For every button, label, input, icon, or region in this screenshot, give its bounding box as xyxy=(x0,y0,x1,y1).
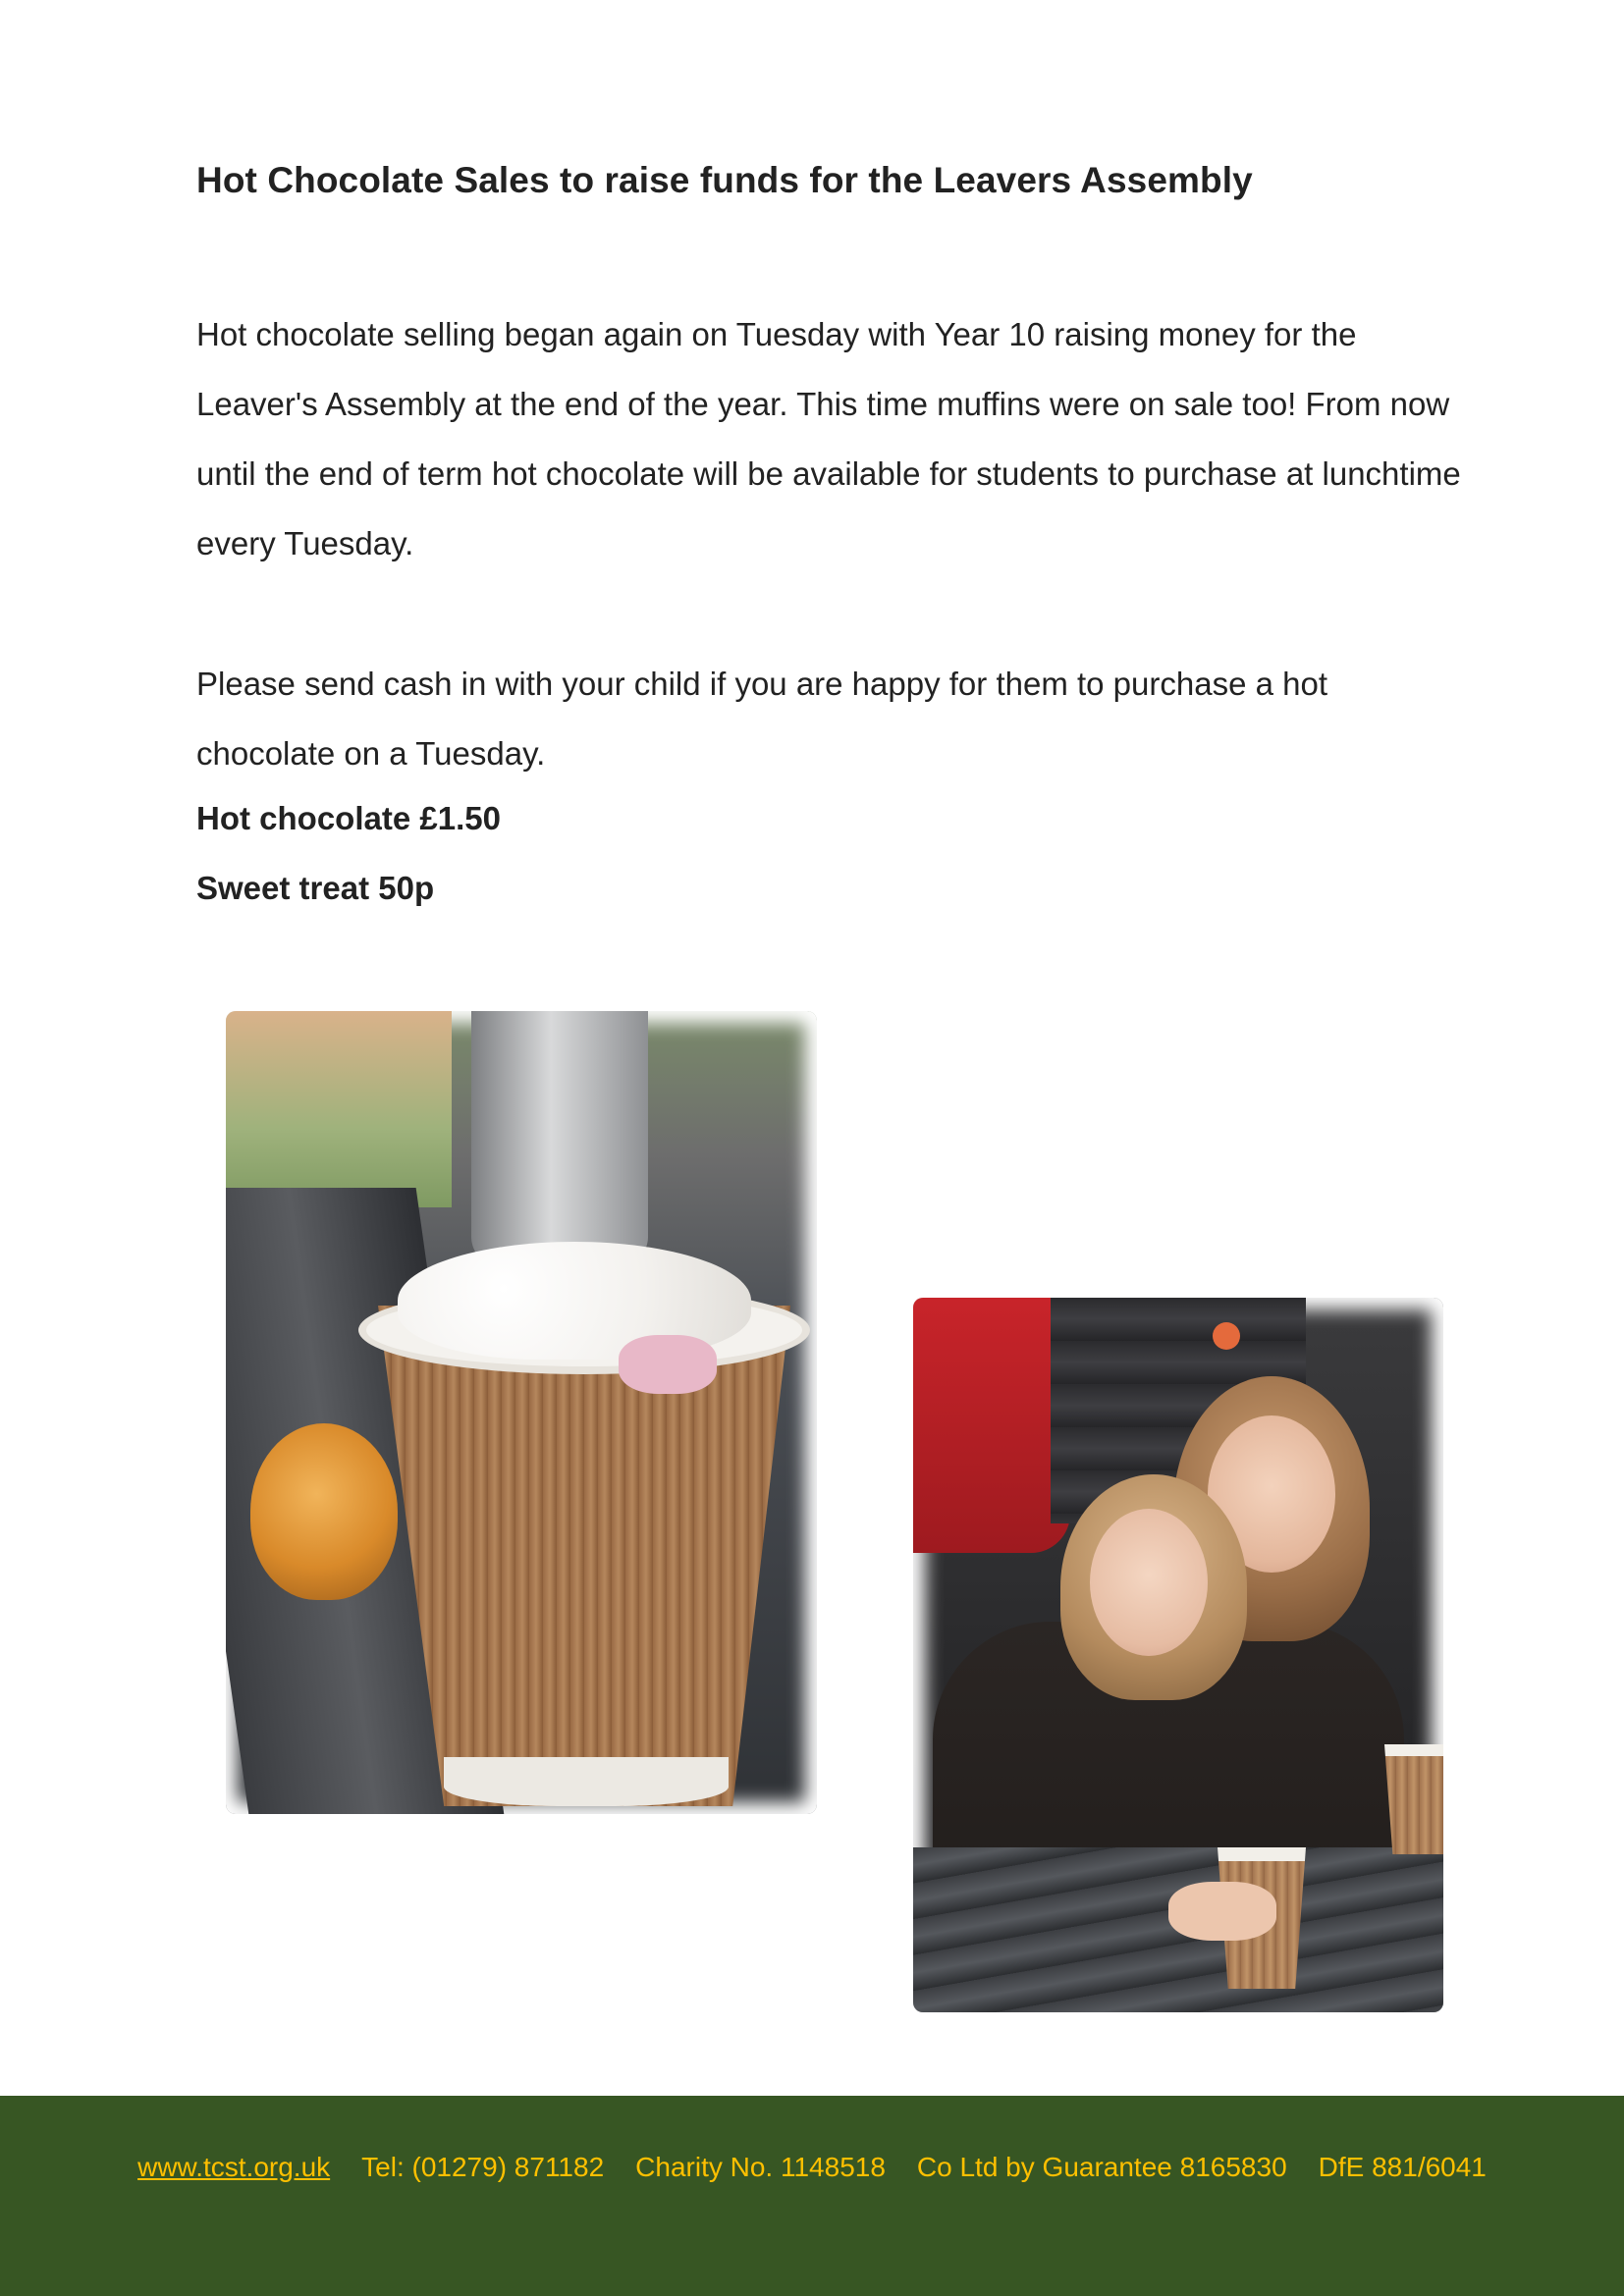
hot-chocolate-photo xyxy=(226,1011,817,1814)
footer-charity-number: Charity No. 1148518 xyxy=(635,2152,886,2182)
photo-background-garden xyxy=(226,1011,452,1207)
photo-hand xyxy=(1168,1882,1276,1941)
photo-urn xyxy=(471,1011,648,1266)
photo-cup-base xyxy=(444,1757,729,1806)
photo-badge xyxy=(1213,1322,1240,1350)
price-hot-chocolate: Hot chocolate £1.50 xyxy=(196,800,501,836)
page-title: Hot Chocolate Sales to raise funds for the Leavers Assembly xyxy=(196,160,1253,200)
website-link[interactable]: www.tcst.org.uk xyxy=(137,2152,331,2182)
intro-paragraph: Hot chocolate selling began again on Tuesday with Year 10 raising money for the Leaver's Assembly at the end of the year. This time muffins were on sale too! From now until the end of term hot chocolate will be available for students to purchase at lunchtime every Tuesday. xyxy=(196,316,1461,561)
students-photo xyxy=(913,1298,1443,2012)
photo-muffin xyxy=(250,1423,398,1600)
footer-telephone: Tel: (01279) 871182 xyxy=(361,2152,605,2182)
footer-dfe-number: DfE 881/6041 xyxy=(1318,2152,1487,2182)
footer-company-number: Co Ltd by Guarantee 8165830 xyxy=(916,2152,1287,2182)
price-sweet-treat: Sweet treat 50p xyxy=(196,870,435,906)
photo-cup-back xyxy=(1384,1744,1443,1854)
photo-student-face-left xyxy=(1090,1509,1208,1656)
footer-bar xyxy=(0,2096,1624,2296)
photo-red-coat xyxy=(913,1298,1070,1553)
cash-notice-paragraph: Please send cash in with your child if you are happy for them to purchase a hot chocolate on a Tuesday. xyxy=(196,666,1327,772)
footer-contact-line xyxy=(0,2152,1624,2183)
photo-marshmallow xyxy=(619,1335,717,1394)
photo-cup-body xyxy=(378,1306,790,1806)
